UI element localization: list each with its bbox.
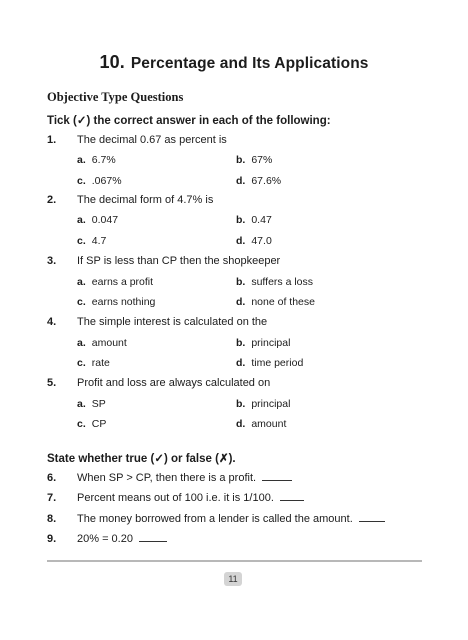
option-letter: b.: [236, 398, 246, 410]
option-letter: b.: [236, 276, 246, 288]
option-text: rate: [91, 357, 110, 369]
option-c[interactable]: [77, 235, 106, 247]
option-text: suffers a loss: [251, 276, 314, 288]
option-b[interactable]: [236, 154, 272, 166]
option-text: 67.6%: [251, 175, 282, 187]
question-text: The simple interest is calculated on the: [77, 316, 268, 328]
question-text: The decimal 0.67 as percent is: [77, 134, 227, 146]
option-text: 4.7: [91, 235, 107, 247]
option-letter: c.: [77, 418, 86, 430]
statement-row: [77, 533, 167, 545]
option-letter: b.: [236, 214, 246, 226]
option-d[interactable]: [236, 175, 281, 187]
question-number: 2.: [47, 194, 57, 206]
option-text: earns a profit: [91, 276, 154, 288]
question-text: If SP is less than CP then the shopkeeper: [77, 255, 281, 267]
option-text: 67%: [251, 154, 273, 166]
option-letter: b.: [236, 337, 246, 349]
statement-number: 6.: [47, 472, 57, 484]
option-c[interactable]: [77, 357, 110, 369]
statement-row: [77, 472, 292, 484]
statement-text: The money borrowed from a lender is called the amount.: [77, 513, 353, 525]
page-number: 11: [224, 572, 242, 586]
option-letter: a.: [77, 154, 86, 166]
option-b[interactable]: [236, 276, 313, 288]
option-c[interactable]: [77, 296, 155, 308]
statement-number: 7.: [47, 492, 57, 504]
option-a[interactable]: [77, 398, 106, 410]
option-d[interactable]: [236, 235, 272, 247]
option-letter: d.: [236, 235, 246, 247]
option-text: earns nothing: [91, 296, 156, 308]
option-text: CP: [91, 418, 107, 430]
question-number: 1.: [47, 134, 57, 146]
option-c[interactable]: [77, 418, 106, 430]
option-c[interactable]: [77, 175, 122, 187]
option-letter: d.: [236, 175, 246, 187]
question-number: 4.: [47, 316, 57, 328]
option-d[interactable]: [236, 357, 303, 369]
statement-row: [77, 513, 385, 525]
question-number: 3.: [47, 255, 57, 267]
option-letter: d.: [236, 296, 246, 308]
option-letter: d.: [236, 418, 246, 430]
option-text: 47.0: [251, 235, 272, 247]
option-letter: c.: [77, 235, 86, 247]
answer-blank[interactable]: [359, 520, 385, 522]
option-text: principal: [251, 337, 291, 349]
statement-text: Percent means out of 100 i.e. it is 1/100.: [77, 492, 274, 504]
statement-number: 8.: [47, 513, 57, 525]
option-letter: a.: [77, 214, 86, 226]
option-letter: d.: [236, 357, 246, 369]
answer-blank[interactable]: [139, 540, 167, 542]
statement-number: 9.: [47, 533, 57, 545]
option-text: amount: [91, 337, 127, 349]
chapter-title-text: Percentage and Its Applications: [130, 55, 369, 72]
option-a[interactable]: [77, 214, 118, 226]
option-letter: a.: [77, 276, 86, 288]
chapter-title: [0, 52, 468, 73]
option-letter: c.: [77, 296, 86, 308]
option-text: none of these: [251, 296, 315, 308]
chapter-number: 10.: [99, 52, 125, 72]
option-letter: c.: [77, 175, 86, 187]
question-text: The decimal form of 4.7% is: [77, 194, 214, 206]
option-letter: a.: [77, 398, 86, 410]
section-heading: Objective Type Questions: [47, 90, 184, 104]
footer-divider: [47, 560, 422, 562]
option-a[interactable]: [77, 337, 127, 349]
option-text: SP: [91, 398, 106, 410]
option-b[interactable]: [236, 398, 290, 410]
option-text: 0.047: [91, 214, 119, 226]
answer-blank[interactable]: [262, 479, 292, 481]
option-text: time period: [251, 357, 304, 369]
statement-text: When SP > CP, then there is a profit.: [77, 472, 257, 484]
instruction-true-false: State whether true (✓) or false (✗).: [47, 453, 236, 465]
option-letter: b.: [236, 154, 246, 166]
option-b[interactable]: [236, 214, 272, 226]
option-d[interactable]: [236, 296, 315, 308]
answer-blank[interactable]: [280, 499, 304, 501]
question-number: 5.: [47, 377, 57, 389]
option-a[interactable]: [77, 276, 153, 288]
option-text: principal: [251, 398, 291, 410]
statement-row: [77, 492, 304, 504]
instruction-tick: Tick (✓) the correct answer in each of the following:: [47, 115, 331, 127]
option-text: .067%: [91, 175, 122, 187]
question-text: Profit and loss are always calculated on: [77, 377, 271, 389]
option-text: amount: [251, 418, 287, 430]
option-a[interactable]: [77, 154, 116, 166]
option-b[interactable]: [236, 337, 290, 349]
option-letter: c.: [77, 357, 86, 369]
option-d[interactable]: [236, 418, 286, 430]
option-text: 6.7%: [91, 154, 116, 166]
option-letter: a.: [77, 337, 86, 349]
option-text: 0.47: [251, 214, 272, 226]
statement-text: 20% = 0.20: [77, 533, 133, 545]
